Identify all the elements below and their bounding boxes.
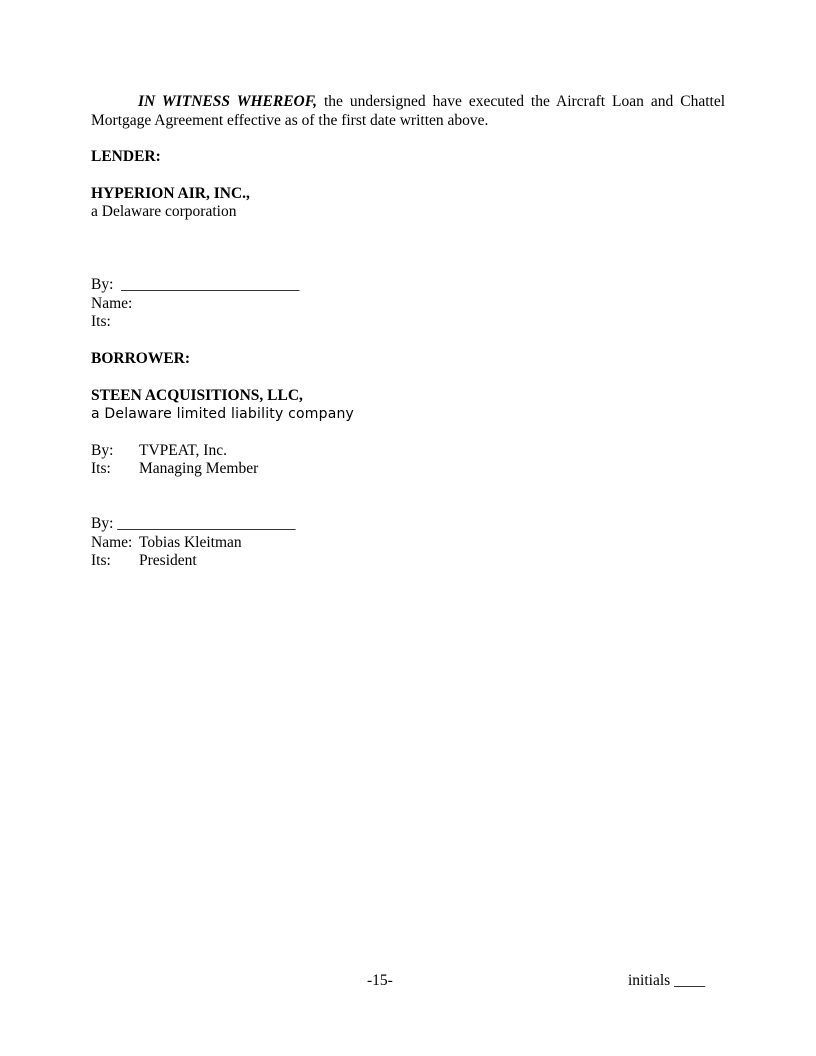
witness-text: the undersigned have executed the Aircraft Loan and Chattel Mortgage Agreement effective as of the first date written above. [91,93,726,129]
borrower-by-label: By: [91,442,114,459]
signer-name-label: Name: [91,534,133,551]
borrower-description: a Delaware limited liability company [91,406,355,422]
signer-its-label: Its: [91,552,111,569]
lender-description: a Delaware corporation [91,203,237,220]
signer-name-row [91,534,242,552]
borrower-its-label: Its: [91,460,111,477]
borrower-company: STEEN ACQUISITIONS, LLC, [91,387,303,404]
lender-by-row [91,276,299,294]
lender-its-label: Its: [91,313,111,330]
lender-signature-line: _______________________ [121,276,300,293]
borrower-heading: BORROWER: [91,350,191,367]
borrower-its-value: Managing Member [139,460,259,477]
lender-company: HYPERION AIR, INC., [91,185,250,202]
signer-signature-line: _______________________ [117,515,296,532]
lender-name-label: Name: [91,295,133,312]
signer-its-value: President [139,552,197,569]
initials-field: initials ____ [628,972,706,989]
witness-lead: IN WITNESS WHEREOF, [138,93,317,110]
witness-paragraph [91,92,725,130]
borrower-by-value: TVPEAT, Inc. [139,442,227,459]
signer-its-row [91,552,197,570]
signer-name-value: Tobias Kleitman [139,534,242,551]
lender-by-label: By: [91,276,114,293]
borrower-by-row [91,442,227,460]
page-number: -15- [367,972,393,989]
lender-heading: LENDER: [91,148,161,165]
borrower-its-row [91,460,258,478]
signer-by-label: By: [91,515,114,532]
signer-by-row [91,515,296,533]
